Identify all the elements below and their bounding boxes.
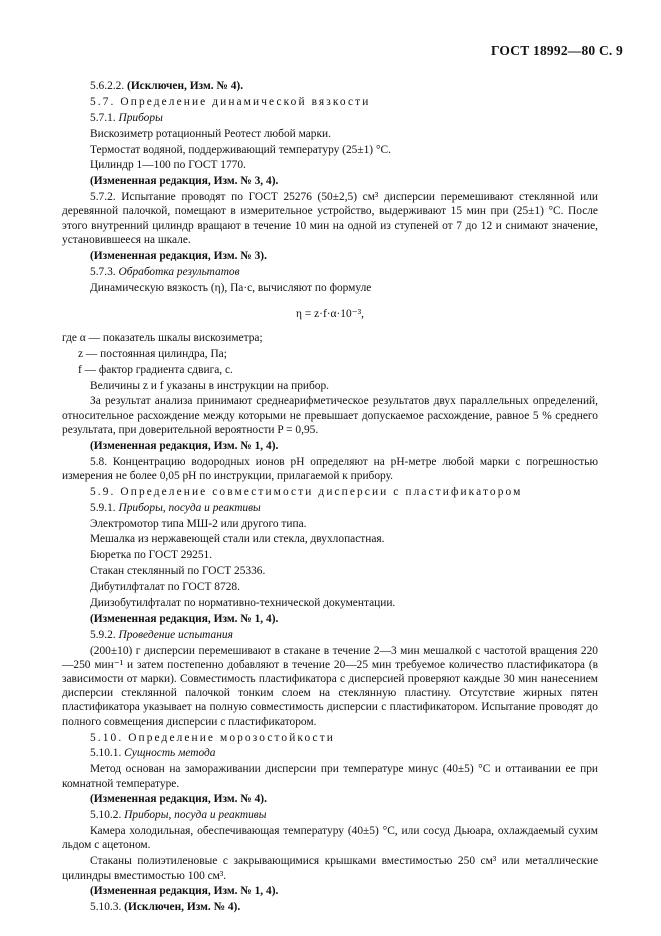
- clause-5-9-1: 5.9.1. Приборы, посуда и реактивы: [90, 501, 261, 514]
- formula-intro: Динамическую вязкость (η), Па·с, вычисляют по формуле: [90, 281, 372, 294]
- equipment-line: Стаканы полиэтиленовые с закрывающимися крышками вместимостью 250 см³ или металлические цилиндры вместимостью 100 см³.: [62, 855, 598, 882]
- equipment-line: Дибутилфталат по ГОСТ 8728.: [90, 581, 240, 594]
- clause-5-6-2-2: 5.6.2.2. (Исключен, Изм. № 4).: [90, 80, 244, 92]
- equipment-line: Диизобутилфталат по нормативно-технической документации.: [90, 597, 396, 609]
- clause-5-9-2: 5.9.2. Проведение испытания: [90, 628, 233, 641]
- clause-5-7-3: 5.7.3. Обработка результатов: [90, 265, 240, 278]
- section-heading-plasticizer: 5.9. Определение совместимости дисперсии с пластификатором: [90, 485, 523, 498]
- equipment-line: Мешалка из нержавеющей стали или стекла, двухлопастная.: [90, 533, 385, 546]
- equipment-line: Камера холодильная, обеспечивающая температуру (40±5) °С, или сосуд Дьюара, охлаждаемый сухим льдом с ацетоном.: [62, 825, 598, 852]
- legend-line: где α — показатель шкалы вискозиметра;: [62, 331, 263, 344]
- equipment-line: Электромотор типа МШ-2 или другого типа.: [90, 517, 307, 530]
- clause-5-10-1: 5.10.1. Сущность метода: [90, 747, 216, 760]
- paragraph: Величины z и f указаны в инструкции на прибор.: [90, 379, 330, 392]
- clause-5-8: 5.8. Концентрацию водородных ионов рН определяют на рН-метре любой марки с погрешностью измерения не более 0,05 рН по инструкции, прилагаемой к прибору.: [62, 455, 598, 482]
- equipment-line: Стакан стеклянный по ГОСТ 25336.: [90, 565, 266, 578]
- revision-note: (Измененная редакция, Изм. № 4).: [90, 793, 267, 806]
- section-heading-frost-resistance: 5.10. Определение морозостойкости: [90, 731, 335, 744]
- equipment-line: Бюретка по ГОСТ 29251.: [90, 549, 213, 562]
- equipment-line: Вискозиметр ротационный Реотест любой марки.: [90, 127, 331, 140]
- paragraph: (200±10) г дисперсии перемешивают в стакане в течение 2—3 мин мешалкой с частотой вращения 220—250 мин⁻¹ и затем постепенно добавляют в течение 20—25 мин требуемое количество пластификатора (в зависимости от марки). Совместимость пластификатора с дисперсией проверяют каждые 30 мин нанесением дисперсии стеклянной палочкой тонким слоем на стеклянную пластину. Отсутствие жирных пятен пластификатора указывает на полную совместимость дисперсии с пластификатором. Испытание проводят до полного совмещения дисперсии с пластификатором.: [62, 644, 598, 728]
- legend-line: z — постоянная цилиндра, Па;: [78, 347, 227, 360]
- revision-note: (Измененная редакция, Изм. № 1, 4).: [90, 885, 279, 898]
- clause-5-7-1: 5.7.1. Приборы: [90, 111, 163, 124]
- revision-note: (Измененная редакция, Изм. № 1, 4).: [90, 439, 279, 452]
- clause-5-10-3: 5.10.3. (Исключен, Изм. № 4).: [90, 901, 241, 914]
- viscosity-formula: η = z·f·α·10⁻³,: [296, 307, 364, 320]
- paragraph: За результат анализа принимают среднеарифметическое результатов двух параллельных определений, относительное расхождение между которыми не превышает допускаемое расхождение, равное 5 % среднего результата, при доверительной вероятности P = 0,95.: [62, 395, 598, 436]
- page-header: ГОСТ 18992—80 С. 9: [490, 43, 623, 58]
- equipment-line: Цилиндр 1—100 по ГОСТ 1770.: [90, 159, 246, 172]
- revision-note: (Измененная редакция, Изм. № 3, 4).: [90, 175, 279, 188]
- section-heading-dynamic-viscosity: 5.7. Определение динамической вязкости: [90, 95, 371, 108]
- document-body: [62, 79, 598, 916]
- equipment-line: Термостат водяной, поддерживающий температуру (25±1) °С.: [90, 143, 391, 156]
- paragraph: Метод основан на замораживании дисперсии при температуре минус (40±5) °С и оттаивании ее при комнатной температуре.: [62, 763, 598, 790]
- clause-5-10-2: 5.10.2. Приборы, посуда и реактивы: [90, 809, 267, 822]
- legend-line: f — фактор градиента сдвига, с.: [78, 363, 233, 376]
- clause-5-7-2: 5.7.2. Испытание проводят по ГОСТ 25276 (50±2,5) см³ дисперсии перемешивают стеклянной или деревянной палочкой, помещают в измерительное устройство, выдерживают 15 мин при (25±1) °С. После этого внутренний цилиндр вращают в течение 10 мин на одной из ступеней от 7 до 12 и снимают значение, установившееся на шкале.: [62, 191, 598, 246]
- revision-note: (Измененная редакция, Изм. № 3).: [90, 249, 267, 262]
- revision-note: (Измененная редакция, Изм. № 1, 4).: [90, 612, 279, 625]
